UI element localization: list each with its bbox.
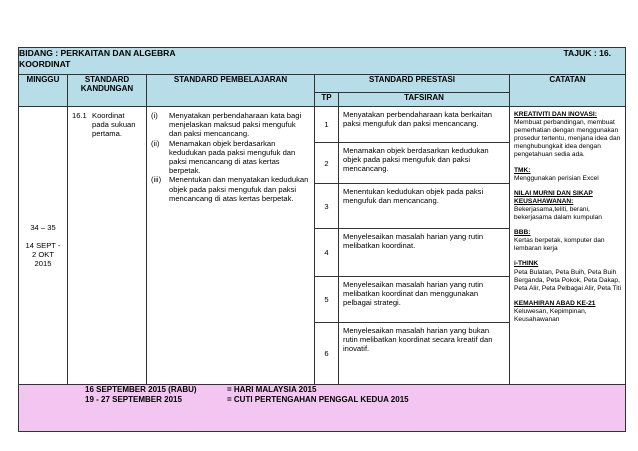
catatan-heading: TMK:: [514, 166, 531, 174]
date-line-2: 2 OKT: [32, 250, 54, 259]
col-tafsiran: TAFSIRAN: [339, 93, 510, 107]
holiday-event: = CUTI PERTENGAHAN PENGGAL KEDUA 2015: [227, 395, 409, 404]
minggu-cell: [19, 107, 68, 385]
lesson-plan-table: [18, 47, 626, 432]
tafsiran-cell: Menentukan kedudukan objek pada paksi mengufuk dan mencancang.: [339, 184, 510, 229]
catatan-cell: [510, 107, 626, 385]
catatan-heading: KEMAHIRAN ABAD KE-21: [514, 299, 596, 307]
catatan-block: [514, 229, 622, 253]
col-standard-kandungan: [68, 75, 147, 107]
tp-cell: 4: [315, 229, 339, 277]
content-row: [19, 107, 626, 143]
sp-number: (i): [151, 111, 158, 120]
sp-item: [151, 111, 310, 139]
catatan-body: Bekerjasama,teliti, berani, bekerjasama dalam kumpulan: [514, 205, 602, 222]
sk-number: 16.1: [72, 111, 87, 120]
sp-item: [151, 139, 310, 176]
holiday-event: = HARI MALAYSIA 2015: [227, 385, 317, 394]
tafsiran-cell: Menyatakan perbendaharaan kata berkaitan paksi mengufuk dan paksi mencancang.: [339, 107, 510, 143]
catatan-block: [514, 300, 622, 324]
col-tp: TP: [315, 93, 339, 107]
tp-cell: 3: [315, 184, 339, 229]
catatan-body: Kertas berpetak, komputer dan lembaran kerja: [514, 237, 605, 253]
holiday-note: [85, 385, 625, 395]
date-line-3: 2015: [34, 259, 52, 268]
col-standard-prestasi: STANDARD PRESTASI: [315, 75, 510, 93]
tp-cell: 2: [315, 143, 339, 184]
standard-kandungan-cell: [68, 107, 147, 385]
bidang-title: [19, 48, 449, 69]
col-catatan: CATATAN: [510, 75, 626, 107]
col-sk-line1: STANDARD: [84, 75, 130, 84]
footer-row: [19, 385, 626, 432]
tp-cell: 1: [315, 107, 339, 143]
catatan-block: [514, 190, 622, 222]
column-header-row: [19, 75, 626, 93]
catatan-block: [514, 167, 622, 183]
catatan-body: Membuat perbandingan, membuat pemerhatian dengan menggunakan prosedur tertentu, menjana idea dan menghubungkait idea dengan pengetahuan sedia ada.: [514, 119, 621, 159]
catatan-heading: KREATIVITI DAN INOVASI:: [514, 111, 597, 118]
holiday-date: 19 - 27 SEPTEMBER 2015: [85, 395, 182, 404]
col-standard-pembelajaran: STANDARD PEMBELAJARAN: [147, 75, 315, 107]
tajuk-title: TAJUK : 16.: [563, 48, 612, 58]
catatan-body: Peta Bulatan, Peta Buih, Peta Buih Berganda, Peta Pokok, Peta Dakap, Peta Alir, Peta Pelbagai Alir, Peta Titi: [514, 268, 622, 292]
col-minggu: MINGGU: [19, 75, 68, 107]
title-row: [19, 48, 626, 75]
sk-line: pada sukuan: [92, 120, 136, 130]
sk-line: pertama.: [92, 129, 122, 139]
holiday-note: [85, 395, 625, 405]
sk-line: Koordinat: [92, 111, 125, 120]
week-range: 34 – 35: [30, 223, 56, 232]
catatan-heading: i-THINK: [514, 260, 539, 268]
catatan-body: Menggunakan perisian Excel: [514, 174, 599, 182]
catatan-heading: NILAI MURNI DAN SIKAP KEUSAHAWANAN:: [514, 189, 593, 205]
sp-item: [151, 175, 310, 203]
tafsiran-cell: Menyelesaikan masalah harian yang rutin melibatkan koordinat.: [339, 229, 510, 277]
tp-cell: 5: [315, 277, 339, 323]
catatan-body: Keluwesan, Kepimpinan, Keusahawanan: [514, 307, 587, 323]
standard-pembelajaran-cell: [147, 107, 315, 385]
tp-cell: 6: [315, 323, 339, 385]
sp-number: (iii): [151, 175, 162, 185]
col-sk-line2: KANDUNGAN: [80, 84, 134, 93]
topic-line: KOORDINAT: [19, 58, 71, 69]
catatan-block: [514, 111, 622, 160]
tafsiran-cell: Menamakan objek berdasarkan kedudukan objek pada paksi mengufuk dan paksi mencancang.: [339, 143, 510, 184]
catatan-heading: BBB:: [514, 229, 531, 237]
sk-text: [92, 111, 136, 139]
catatan-block: [514, 260, 622, 292]
sp-text: Menentukan dan menyatakan kedudukan objek pada paksi mengufuk dan paksi mencancang di atas kertas berpetak.: [169, 175, 309, 203]
tafsiran-cell: Menyelesaikan masalah harian yang rutin melibatkan koordinat dan menggunakan pelbagai strategi.: [339, 277, 510, 323]
holiday-date: 16 SEPTEMBER 2015 (RABU): [85, 385, 197, 394]
date-line-1: 14 SEPT -: [25, 241, 61, 250]
sp-number: (ii): [151, 138, 160, 148]
tafsiran-cell: Menyelesaikan masalah harian yang bukan rutin melibatkan koordinat secara kreatif dan inovatif.: [339, 323, 510, 385]
bidang-line: BIDANG : PERKAITAN DAN ALGEBRA: [19, 48, 176, 58]
sp-text: Menyatakan perbendaharaan kata bagi menjelaskan maksud paksi mengufuk dan paksi mencancang.: [169, 111, 302, 139]
sp-text: Menamakan objek berdasarkan kedudukan pada paksi mengufuk dan paksi mencancang di atas kertas berpetak.: [169, 138, 296, 176]
